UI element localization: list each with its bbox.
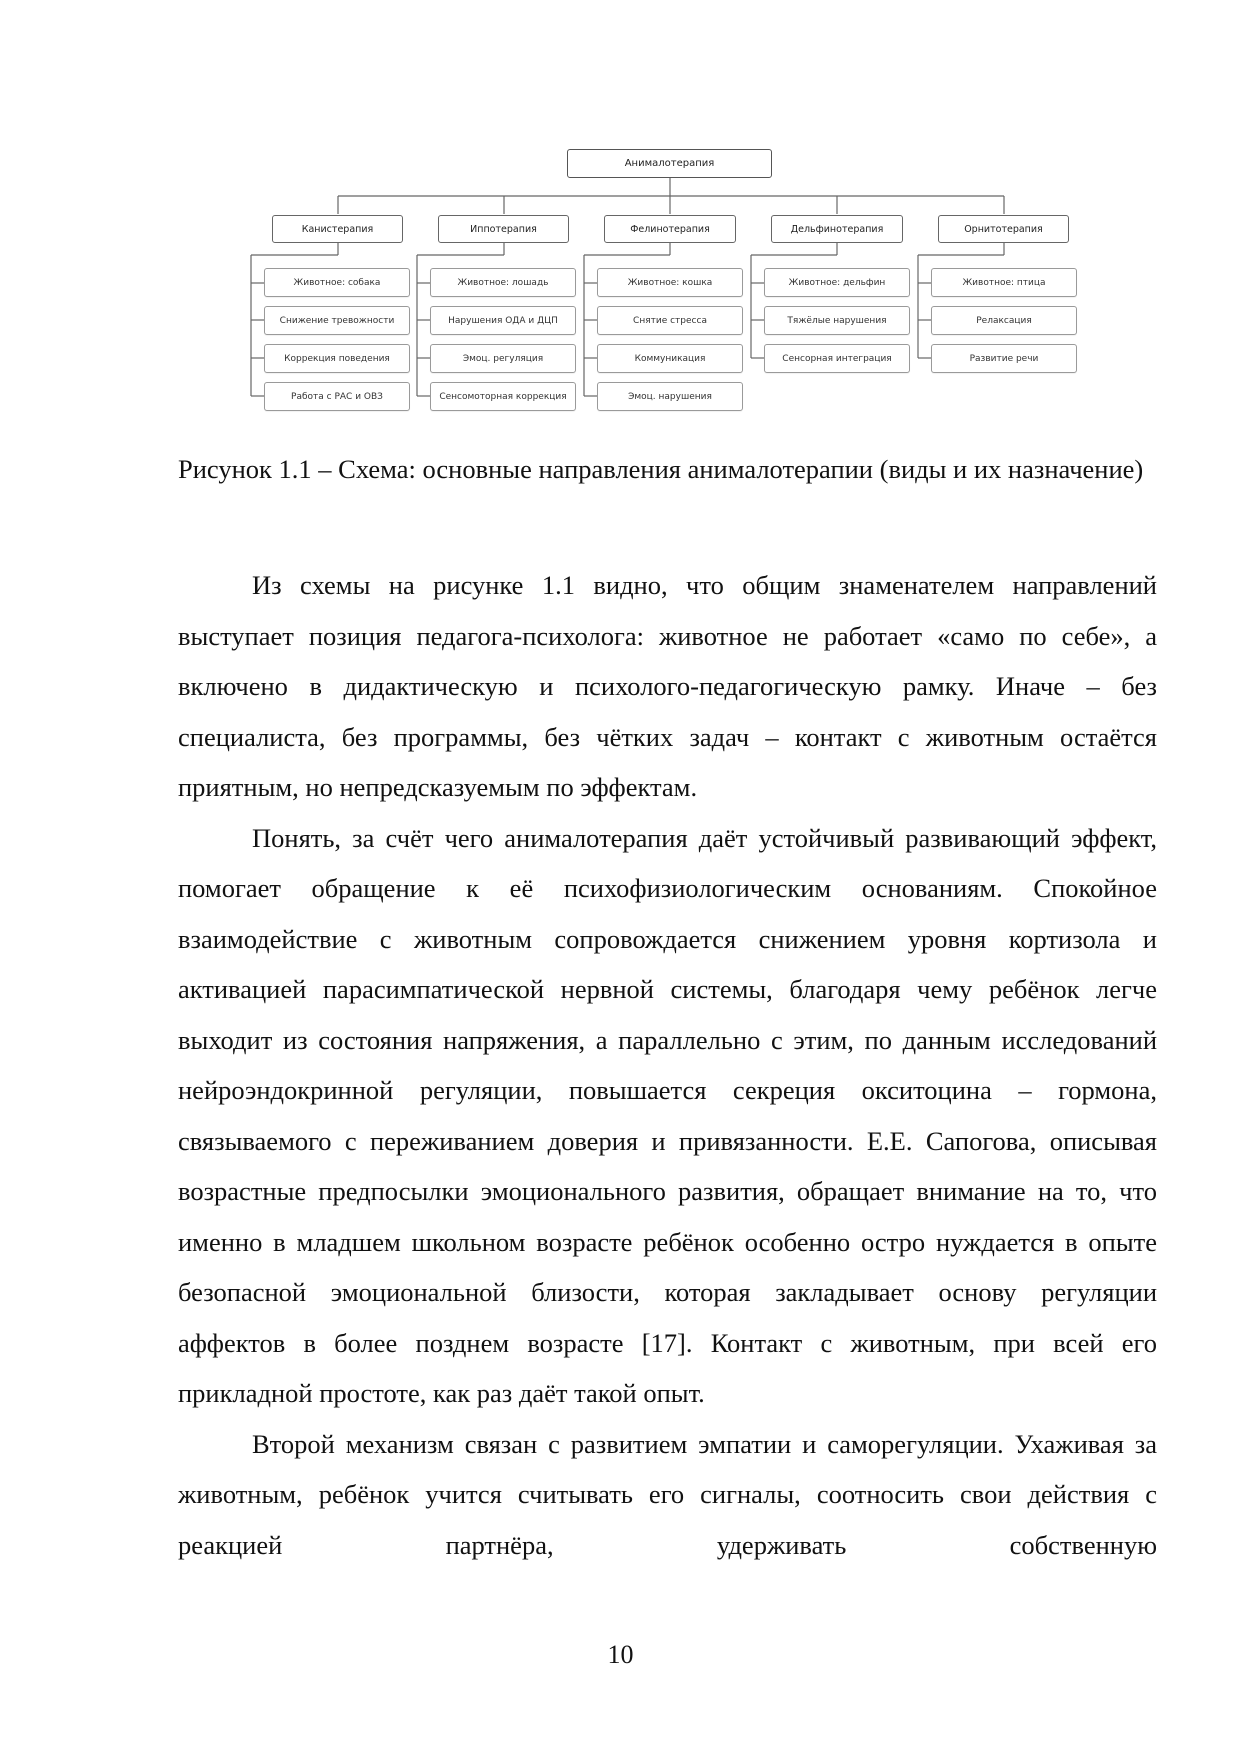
animal-therapy-diagram: [0, 0, 1241, 430]
paragraph: Второй механизм связан с развитием эмпатии и саморегуляции. Ухаживая за животным, ребёнок учится считывать его сигналы, соотносить свои действия с реакцией партнёра, удерживать собственную: [178, 1428, 1157, 1560]
branch-item: Животное: собака: [264, 268, 410, 297]
branch-item: Коррекция поведения: [264, 344, 410, 373]
paragraph: Понять, за счёт чего анималотерапия даёт устойчивый развивающий эффект, помогает обращение к её психофизиологическим основаниям. Спокойное взаимодействие с животным сопровождается снижением уровня кортизола и активацией парасимпатической нервной системы, благодаря чему ребёнок легче выходит из состояния напряжения, а параллельно с этим, по данным исследований нейроэндокринной регуляции, повышается секреция окситоцина – гормона, связываемого с переживанием доверия и привязанности. Е.Е. Сапогова, описывая возрастные предпосылки эмоционального развития, обращает внимание на то, что именно в младшем школьном возрасте ребёнок особенно остро нуждается в опыте безопасной эмоциональной близости, которая закладывает основу регуляции аффектов в более позднем возрасте [17]. Контакт с животным, при всей его прикладной простоте, как раз даёт такой опыт.: [178, 822, 1157, 1408]
branch-item: Работа с РАС и ОВЗ: [264, 382, 410, 411]
paragraph: Из схемы на рисунке 1.1 видно, что общим знаменателем направлений выступает позиция педагога-психолога: животное не работает «само по себе», а включено в дидактическую и психолого-педагогическую рамку. Иначе – без специалиста, без программы, без чётких задач – контакт с животным остаётся приятным, но непредсказуемым по эффектам.: [178, 570, 1157, 802]
body-text: [178, 560, 1157, 1570]
branch-item: Снятие стресса: [597, 306, 743, 335]
branch-item: Эмоц. нарушения: [597, 382, 743, 411]
branch-item: Сенсорная интеграция: [764, 344, 910, 373]
branch-item: Снижение тревожности: [264, 306, 410, 335]
branch-item: Тяжёлые нарушения: [764, 306, 910, 335]
branch-item: Нарушения ОДА и ДЦП: [430, 306, 576, 335]
branch-title-dolphin-therapy: Дельфинотерапия: [771, 215, 903, 243]
branch-item: Развитие речи: [931, 344, 1077, 373]
diagram-root-node: Анималотерапия: [567, 149, 772, 178]
branch-item: Животное: лошадь: [430, 268, 576, 297]
page-number: 10: [607, 1640, 634, 1669]
branch-title-felinotherapy: Фелинотерапия: [604, 215, 736, 243]
branch-title-canistherapy: Канистерапия: [272, 215, 403, 243]
branch-item: Эмоц. регуляция: [430, 344, 576, 373]
figure-caption: Рисунок 1.1 – Схема: основные направления анималотерапии (виды и их назначение): [178, 454, 1144, 484]
branch-item: Животное: птица: [931, 268, 1077, 297]
branch-item: Коммуникация: [597, 344, 743, 373]
branch-item: Релаксация: [931, 306, 1077, 335]
branch-item: Животное: кошка: [597, 268, 743, 297]
branch-item: Сенсомоторная коррекция: [430, 382, 576, 411]
branch-item: Животное: дельфин: [764, 268, 910, 297]
branch-title-ornithotherapy: Орнитотерапия: [938, 215, 1069, 243]
branch-title-hippotherapy: Иппотерапия: [438, 215, 569, 243]
